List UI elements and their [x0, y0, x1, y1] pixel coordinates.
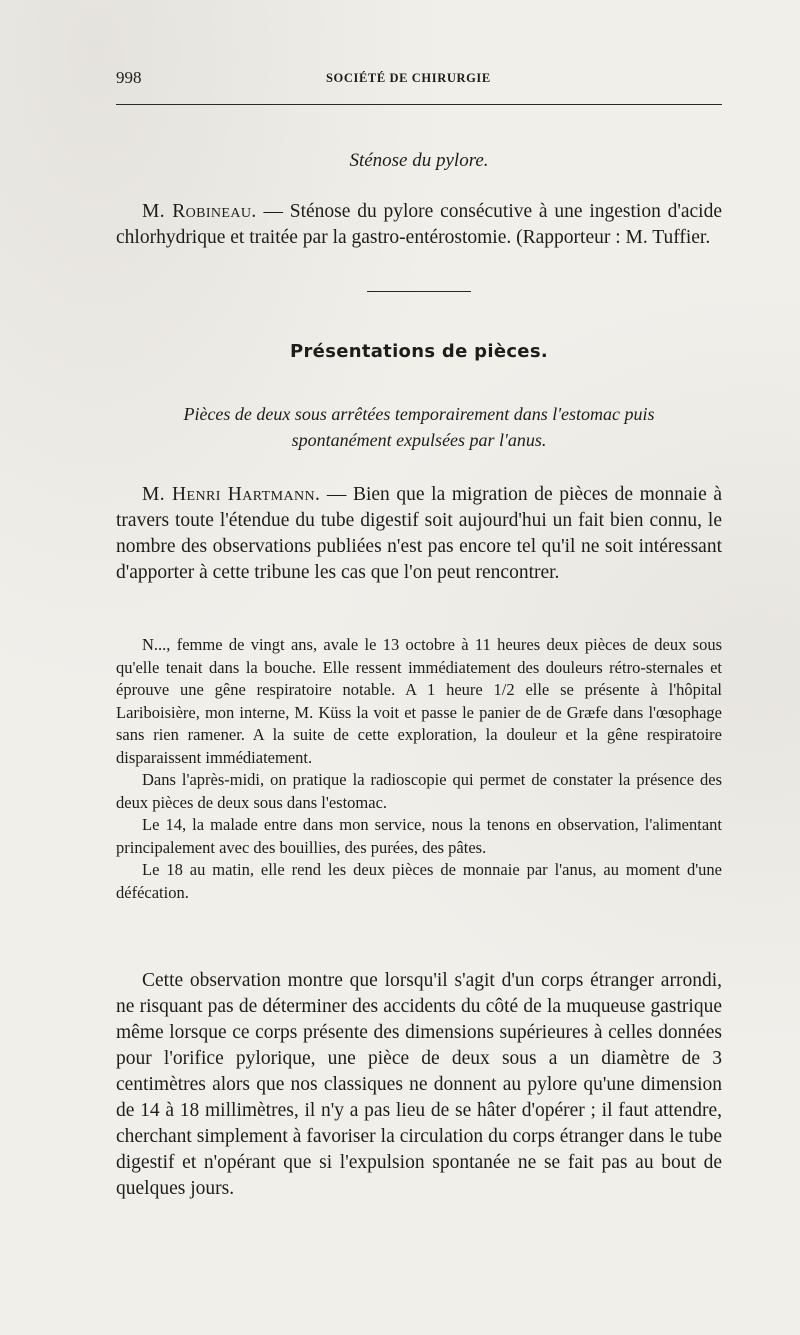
page-number: 998	[116, 68, 142, 87]
robineau-text: — Sténose du pylore consécutive à une ingestion d'acide chlorhydrique et traitée par la gastro-entérostomie. (Rapporteur : M. Tuffier.	[116, 201, 723, 248]
presentations-heading: Présentations de pièces.	[290, 341, 548, 362]
hartmann-intro: — Bien que la migration de pièces de monnaie à travers toute l'étendue du tube digestif soit aujourd'hui un fait bien connu, le nombre des observations publiées n'est pas encore tel qu'il ne soit intéressant d'apporter à cette tribune les cas que l'on peut rencontrer.	[116, 484, 722, 583]
section-divider	[367, 291, 471, 292]
author-hartmann: M. Henri Hartmann.	[142, 484, 321, 505]
case-paragraph-3: Le 14, la malade entre dans mon service, nous la tenons en observation, l'alimentant principalement avec des bouillies, des purées, des pâtes.	[116, 815, 722, 857]
case-report	[116, 634, 722, 904]
subtitle-line-1: Pièces de deux sous arrêtées temporairement dans l'estomac puis	[183, 404, 655, 424]
robineau-paragraph	[116, 199, 722, 251]
running-title: SOCIÉTÉ DE CHIRURGIE	[326, 71, 491, 85]
case-paragraph-4: Le 18 au matin, elle rend les deux pièces de monnaie par l'anus, au moment d'une défécation.	[116, 860, 722, 902]
author-robineau: M. Robineau.	[142, 201, 257, 222]
conclusion-text: Cette observation montre que lorsqu'il s'agit d'un corps étranger arrondi, ne risquant pas de déterminer des accidents du côté de la muqueuse gastrique même lorsque ce corps présente des dimensions supérieures à celles données pour l'orifice pylorique, une pièce de deux sous a un diamètre de 3 centimètres alors que nos classiques ne donnent au pylore qu'une dimension de 14 à 18 millimètres, il n'y a pas lieu de se hâter d'opérer ; il faut attendre, cherchant simplement à favoriser la circulation du corps étranger dans le tube digestif et n'opérant que si l'expulsion spontanée ne se fait pas au bout de quelques jours.	[116, 970, 722, 1199]
hartmann-paragraph	[116, 482, 722, 586]
header-rule	[116, 104, 722, 105]
case-paragraph-2: Dans l'après-midi, on pratique la radioscopie qui permet de constater la présence des deux pièces de deux sous dans l'estomac.	[116, 770, 722, 812]
page-header	[116, 68, 722, 92]
conclusion-paragraph	[116, 968, 722, 1202]
section-title: Sténose du pylore.	[349, 150, 489, 171]
case-paragraph-1: N..., femme de vingt ans, avale le 13 octobre à 11 heures deux pièces de deux sous qu'elle tenait dans la bouche. Elle ressent immédiatement des douleurs rétro-sternales et éprouve une gêne respiratoire notable. A 1 heure 1/2 elle se présente à l'hôpital Lariboisière, mon interne, M. Küss la voit et passe le panier de de Græfe dans l'œsophage sans rien ramener. A la suite de cette exploration, la douleur et la gêne respiratoire disparaissent immédiatement.	[116, 635, 722, 767]
subtitle-line-2: spontanément expulsées par l'anus.	[291, 430, 547, 450]
presentation-subtitle	[116, 401, 722, 453]
